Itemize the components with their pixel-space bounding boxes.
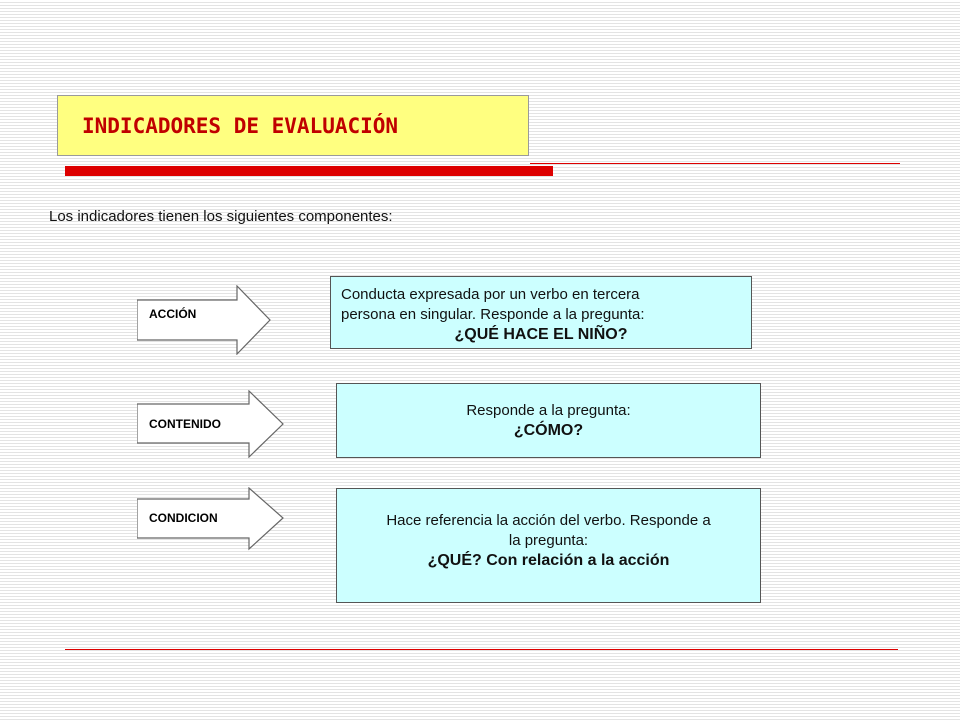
- accion-description-line: persona en singular. Responde a la pregunta:: [341, 306, 645, 323]
- contenido-question: ¿CÓMO?: [513, 421, 584, 439]
- page-title: INDICADORES DE EVALUACIÓN: [82, 113, 399, 138]
- condicion-description-box: [336, 488, 761, 603]
- accion-question: ¿QUÉ HACE EL NIÑO?: [454, 326, 628, 343]
- contenido-label: CONTENIDO: [149, 417, 221, 431]
- accion-description-line: Conducta expresada por un verbo en tercera: [341, 286, 640, 303]
- bottom-divider-line: [65, 649, 898, 650]
- contenido-description-line: Responde a la pregunta:: [466, 401, 631, 419]
- intro-text: Los indicadores tienen los siguientes componentes:: [49, 208, 393, 225]
- condicion-label: CONDICION: [149, 511, 218, 525]
- page-title-box: [57, 95, 529, 156]
- condicion-question: ¿QUÉ? Con relación a la acción: [427, 552, 670, 569]
- accion-description-box: [330, 276, 752, 349]
- condicion-description-line: Hace referencia la acción del verbo. Responde a: [386, 512, 711, 529]
- top-divider-line: [530, 163, 900, 164]
- condicion-description-line: la pregunta:: [508, 532, 589, 549]
- contenido-description-box: [336, 383, 761, 458]
- title-underline-bar: [65, 166, 553, 176]
- accion-arrow: [137, 285, 272, 355]
- contenido-arrow: [137, 390, 285, 458]
- condicion-arrow: [137, 487, 285, 551]
- accion-label: ACCIÓN: [149, 307, 197, 321]
